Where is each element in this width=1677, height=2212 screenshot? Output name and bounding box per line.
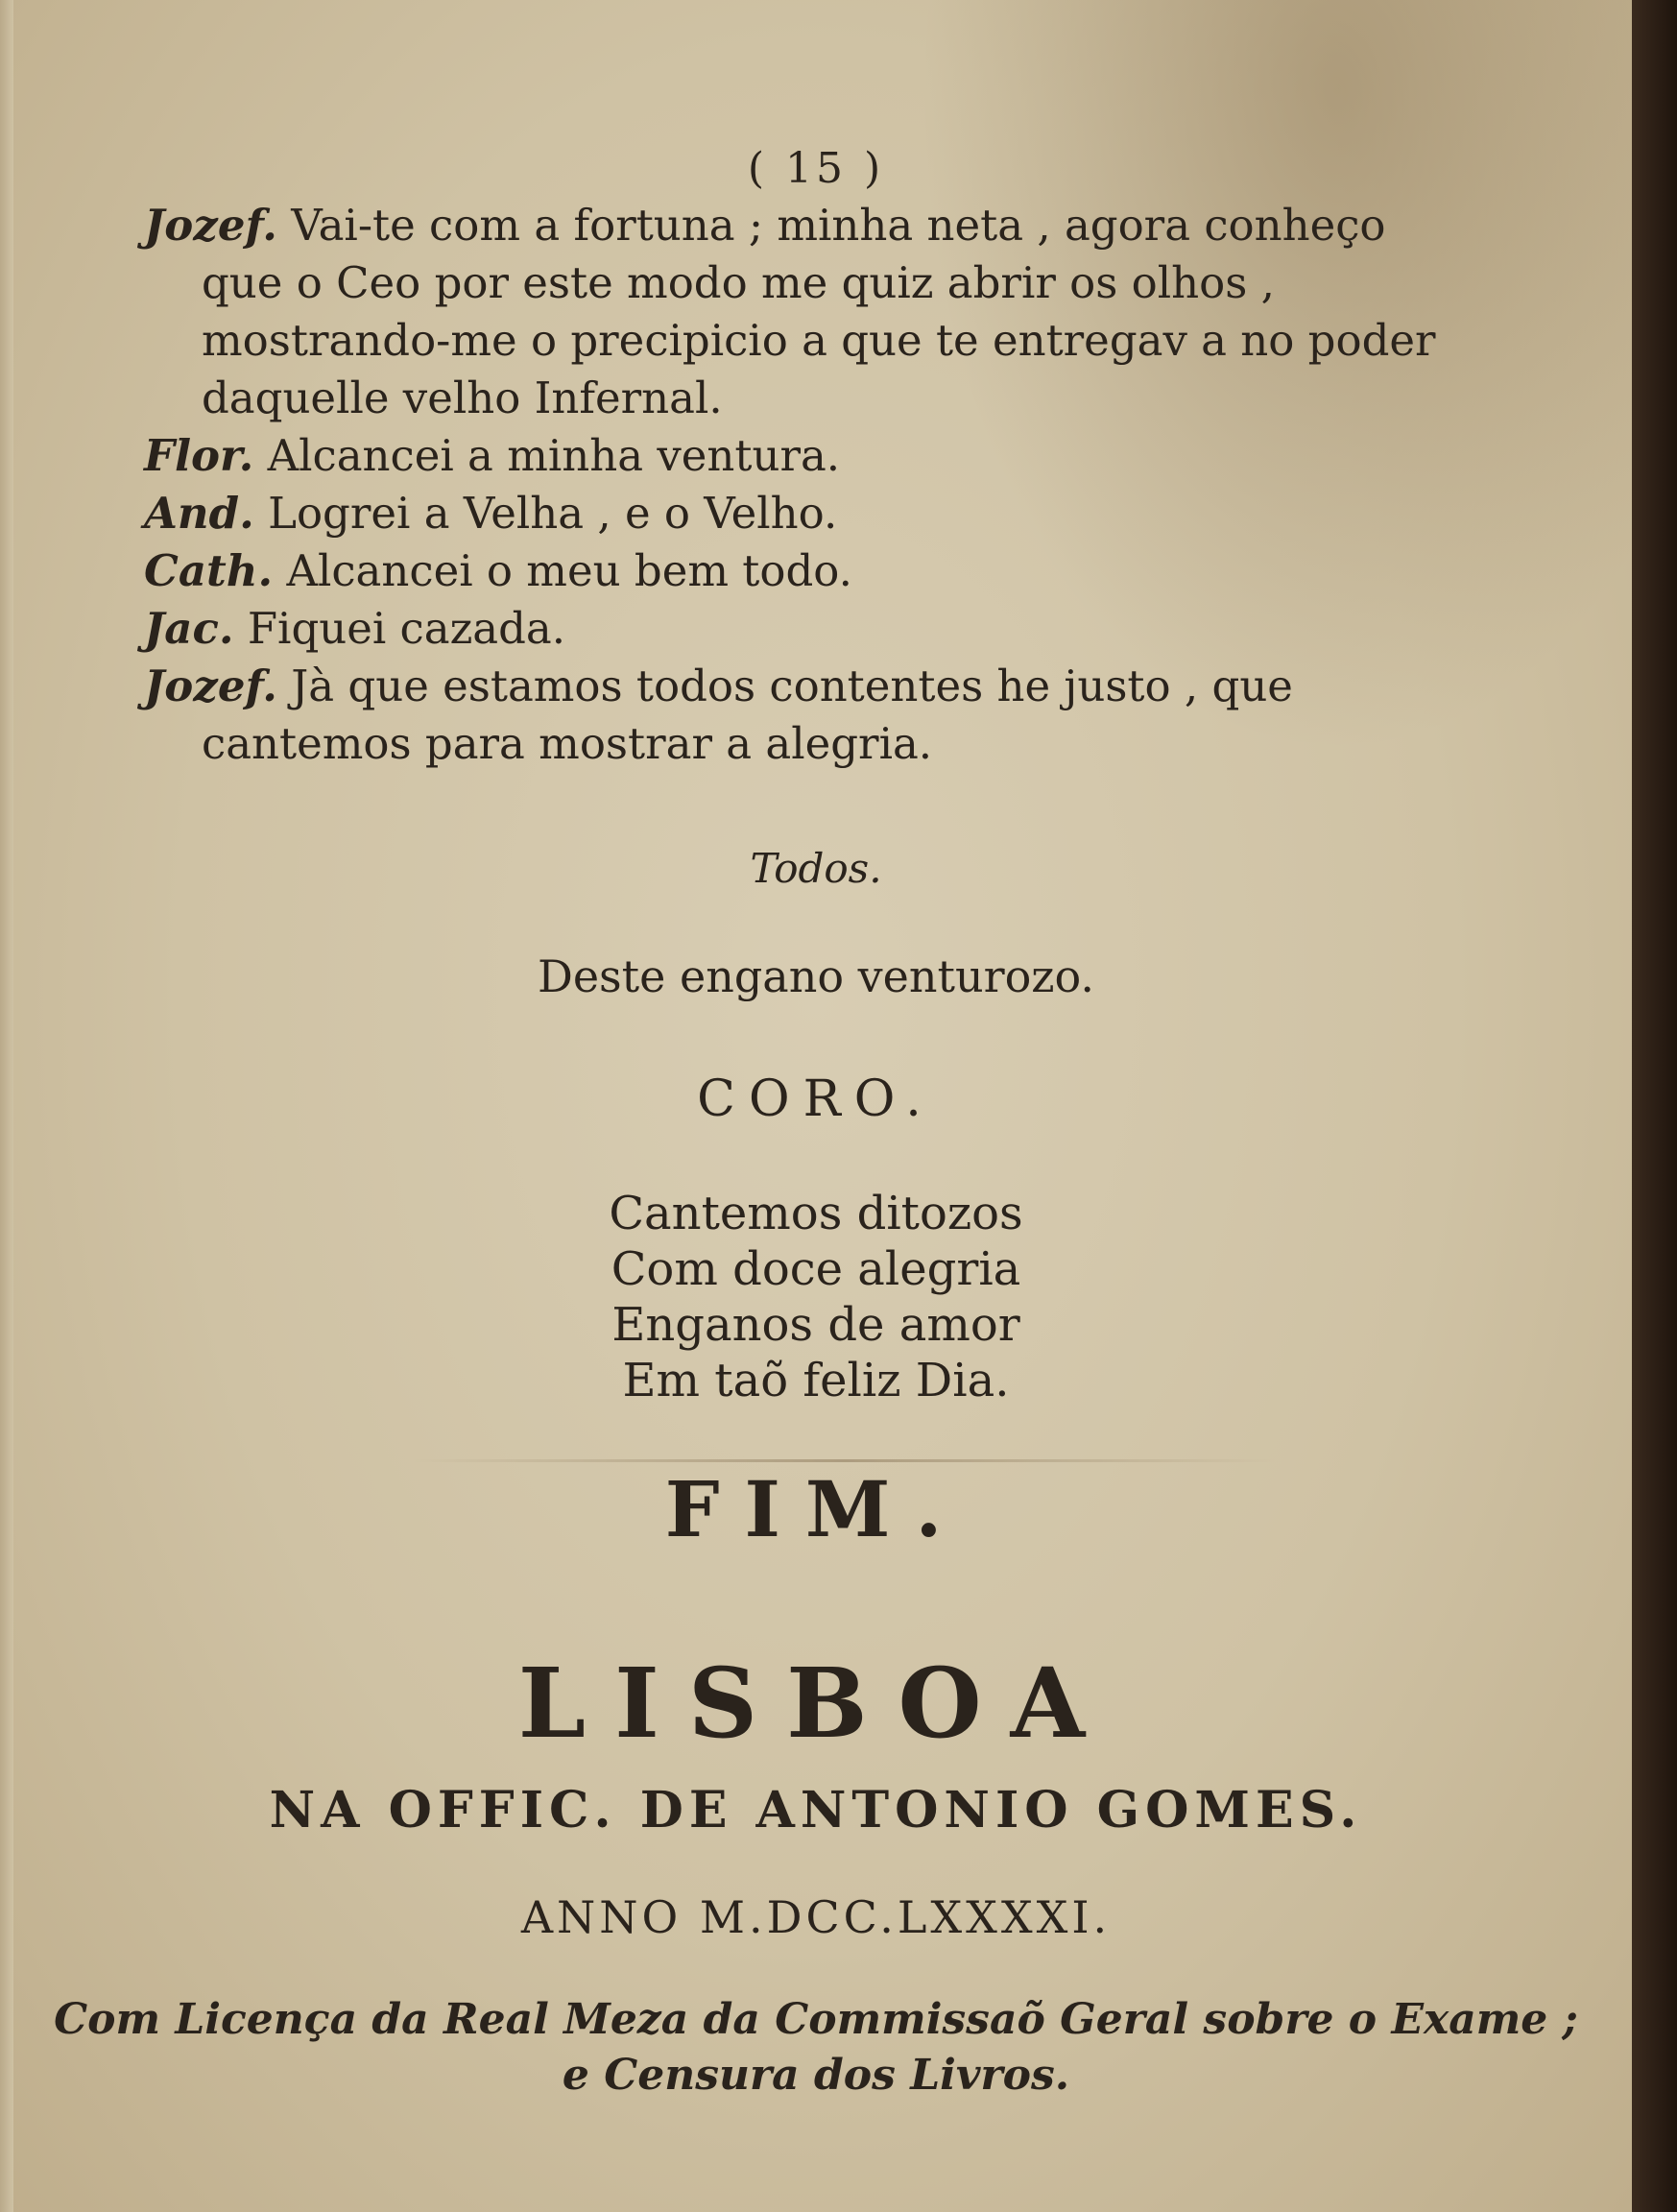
speech-line [144, 485, 1459, 542]
stanza-line: Cantemos ditozos [609, 1187, 1023, 1240]
stanza-line: Enganos de amor [611, 1298, 1020, 1352]
license-line: Com Licença da Real Meza da Commissaõ Geral sobre o Exame ; [54, 1995, 1578, 2044]
speaker-name: Flor. [144, 430, 254, 481]
todos-heading: Todos. [750, 845, 882, 892]
page-number: ( 15 ) [747, 144, 885, 193]
speech-text: Vai-te com a fortuna ; minha neta , agora conheço que o Ceo por este modo me quiz abrir os olhos , mostrando-me o precipicio a que te entregav a no poder daquelle velho Infernal. [202, 200, 1436, 423]
speech-text: Logrei a Velha , e o Velho. [268, 488, 838, 539]
speaker-name: Jozef. [144, 661, 277, 711]
background-surface [1632, 0, 1677, 2212]
speech-text: Fiquei cazada. [247, 603, 566, 654]
speaker-name: Jac. [144, 603, 234, 654]
imprint-printer: NA OFFIC. DE ANTONIO GOMES. [269, 1781, 1363, 1839]
imprint-license [0, 1992, 1632, 2104]
speech-text: Alcancei a minha ventura. [267, 430, 841, 481]
stanza-line: Com doce alegria [611, 1242, 1021, 1296]
fim-heading: FIM. [664, 1464, 968, 1554]
speech-text: Alcancei o meu bem todo. [286, 545, 852, 596]
imprint-city: LISBOA [517, 1647, 1114, 1760]
speaker-name: Cath. [144, 545, 274, 596]
speech-line [144, 658, 1459, 773]
paper-crease [413, 1459, 1277, 1462]
todos-line: Deste engano venturozo. [537, 950, 1095, 1002]
dialogue-block [144, 197, 1459, 773]
imprint-year: ANNO M.DCC.LXXXXI. [520, 1891, 1112, 1943]
speech-line [144, 600, 1459, 658]
stanza-line: Em taõ feliz Dia. [622, 1354, 1010, 1407]
speech-line [144, 427, 1459, 485]
speech-text: Jà que estamos todos contentes he justo , que cantemos para mostrar a alegria. [202, 661, 1293, 769]
speech-line [144, 197, 1459, 427]
speaker-name: Jozef. [144, 200, 277, 251]
speech-line [144, 542, 1459, 600]
coro-heading: CORO. [697, 1070, 935, 1128]
license-line: e Censura dos Livros. [562, 2051, 1070, 2100]
speaker-name: And. [144, 488, 254, 539]
coro-stanza [0, 1186, 1632, 1408]
